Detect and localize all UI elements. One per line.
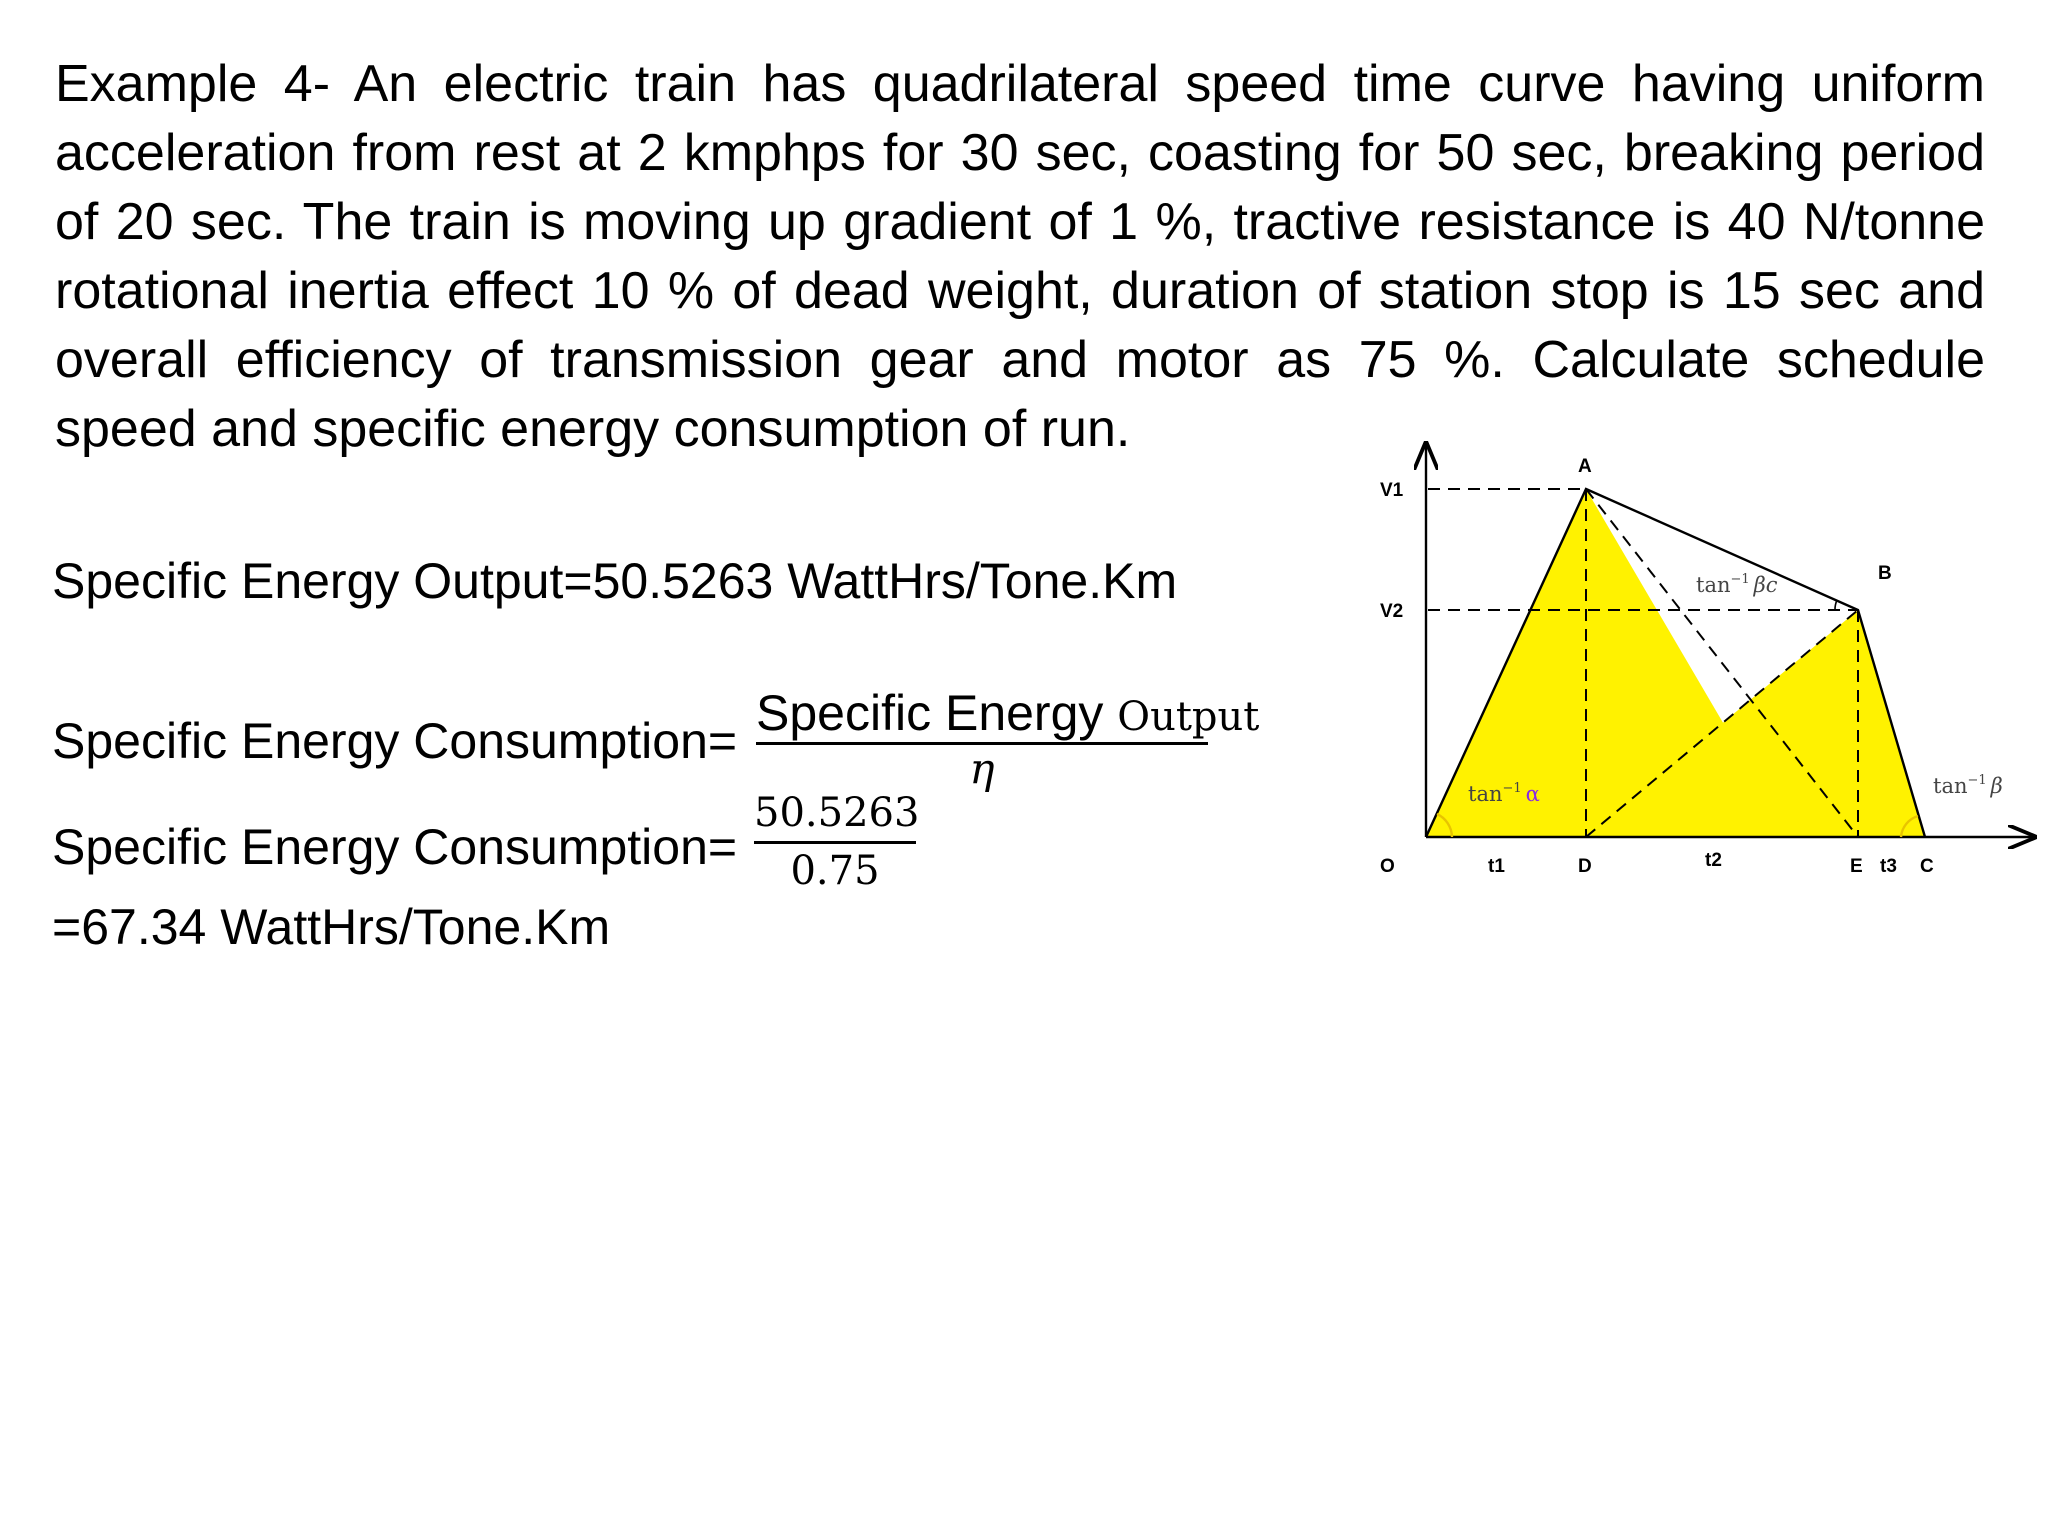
fraction-numerator — [756, 684, 1260, 742]
consumption-formula-fraction — [756, 684, 1260, 794]
label-v2: V2 — [1380, 601, 1404, 622]
consumption-values-label: Specific Energy Consumption= — [52, 819, 738, 875]
problem-statement: Example 4- An electric train has quadrilateral speed time curve having uniform acceleration from rest at 2 kmphps for 30 sec, coasting for 50 sec, breaking period of 20 sec. The train is moving up gradient of 1 %, tractive resistance is 40 N/tonne rotational inertia effect 10 % of dead weight, duration of station stop is 15 sec and overall efficiency of transmission gear and motor as 75 %. Calculate schedule speed and specific energy consumption of run. — [55, 55, 1985, 458]
label-t1: t1 — [1488, 856, 1505, 877]
consumption-formula-label: Specific Energy Consumption= — [52, 713, 738, 769]
consumption-result: =67.34 WattHrs/Tone.Km — [52, 899, 611, 955]
label-t3: t3 — [1880, 856, 1897, 877]
fraction-denominator: η — [969, 744, 995, 793]
values-fraction-bar — [754, 841, 916, 844]
angle-label-beta: $\tan^{-1} \beta$ — [1933, 773, 2003, 798]
values-denominator: 0.75 — [790, 848, 880, 894]
speed-time-diagram — [1370, 440, 2040, 900]
label-t2: t2 — [1705, 850, 1722, 871]
label-v1: V1 — [1380, 480, 1404, 501]
angle-label-alpha: $\tan^{-1} \alpha$ — [1468, 781, 1540, 806]
numerator-sans: Specific Energy — [756, 685, 1118, 741]
label-c: C — [1920, 856, 1934, 877]
label-d: D — [1578, 856, 1592, 877]
consumption-values-fraction — [754, 790, 920, 900]
label-a: A — [1578, 456, 1592, 477]
label-e: E — [1850, 856, 1863, 877]
values-numerator: 50.5263 — [754, 790, 920, 836]
beta-c-angle-arc — [1835, 600, 1837, 610]
label-b: B — [1878, 563, 1892, 584]
label-o: O — [1380, 856, 1395, 877]
angle-label-beta-c: $\tan^{-1} \beta c$ — [1696, 572, 1778, 597]
numerator-serif: Output — [1117, 694, 1260, 740]
specific-energy-output: Specific Energy Output=50.5263 WattHrs/Tone.Km — [52, 553, 1178, 609]
